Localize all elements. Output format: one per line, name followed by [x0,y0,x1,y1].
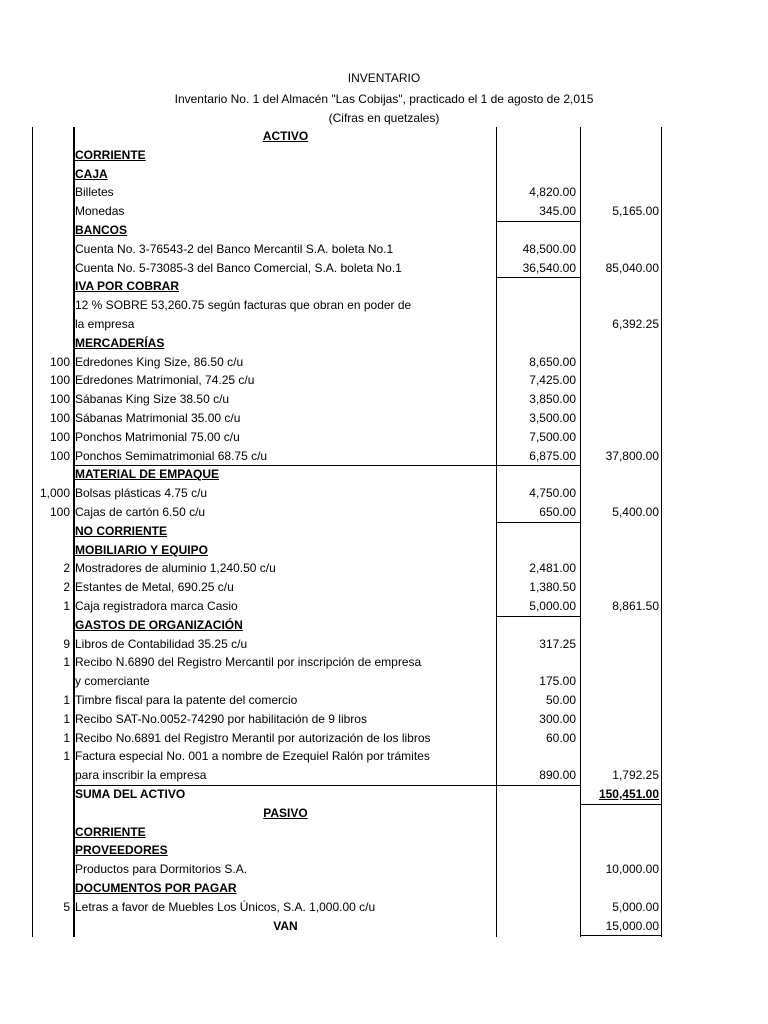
ledger-row [0,823,768,842]
ledger-row [0,653,768,672]
row-description: Cuenta No. 5-73085-3 del Banco Comercial, S.A. boleta No.1 [75,260,402,275]
row-partial-amount: 60.00 [545,730,576,745]
row-description: Caja registradora marca Casio [75,599,238,613]
row-quantity: 100 [49,373,70,388]
row-description: CORRIENTE [75,824,146,839]
row-description: Productos para Dormitorios S.A. [75,862,248,877]
currency-note: (Cifras en quetzales) [328,111,440,125]
row-description: VAN [273,918,298,933]
ledger-row [0,221,768,240]
row-partial-amount: 5,000.00 [529,599,576,613]
ledger-row [0,447,768,466]
row-partial-amount: 4,820.00 [529,185,576,200]
document-subtitle: Inventario No. 1 del Almacén "Las Cobijas", practicado el 1 de agosto de 2,015 [174,92,594,106]
row-description: para inscribir la empresa [75,768,207,783]
ledger-row [0,334,768,353]
ledger-row [0,804,768,823]
row-total-amount: 5,400.00 [612,505,659,519]
row-partial-amount: 4,750.00 [529,486,576,501]
row-description: NO CORRIENTE [75,523,168,538]
row-description: MATERIAL DE EMPAQUE [75,467,220,482]
row-description: Cuenta No. 3-76543-2 del Banco Mercantil S.A. boleta No.1 [75,241,394,256]
ledger-row [0,541,768,560]
row-quantity: 9 [63,636,70,651]
ledger-row [0,729,768,748]
ledger-row [0,165,768,184]
ledger-row [0,315,768,334]
row-partial-amount: 7,425.00 [529,373,576,388]
row-partial-amount: 1,380.50 [529,580,576,595]
row-total-amount: 10,000.00 [605,862,659,877]
ledger-row [0,428,768,447]
ledger-row [0,390,768,409]
row-description: CAJA [75,166,108,181]
document-title: INVENTARIO [347,71,421,85]
row-description: IVA POR COBRAR [75,279,180,294]
ledger-row [0,202,768,221]
row-description: Monedas [75,204,125,219]
row-partial-amount: 300.00 [539,711,576,726]
ledger-row [0,240,768,259]
total-underline [580,935,661,936]
ledger-row [0,616,768,635]
row-description: MERCADERÍAS [75,335,165,350]
row-quantity: 1 [63,730,70,745]
row-description: PASIVO [263,805,308,820]
row-description: Ponchos Semimatrimonial 68.75 c/u [75,448,268,463]
row-description: Sábanas King Size 38.50 c/u [75,392,230,407]
row-quantity: 1 [63,693,70,707]
ledger-row [0,898,768,917]
row-partial-amount: 48,500.00 [522,241,576,256]
row-partial-amount: 2,481.00 [529,561,576,576]
ledger-row [0,917,768,936]
row-total-amount: 15,000.00 [605,918,659,933]
row-quantity: 100 [49,505,70,519]
row-quantity: 100 [49,392,70,407]
ledger-row [0,522,768,541]
ledger-row [0,635,768,654]
ledger-row [0,672,768,691]
row-quantity: 1,000 [39,486,70,501]
row-partial-amount: 50.00 [545,693,576,707]
ledger-row [0,785,768,804]
ledger-row [0,409,768,428]
ledger-row [0,841,768,860]
ledger-row [0,503,768,522]
ledger-row [0,146,768,165]
row-description: Recibo No.6891 del Registro Merantil por autorización de los libros [75,730,431,745]
row-quantity: 1 [63,711,70,726]
row-quantity: 5 [63,899,70,914]
ledger-row [0,747,768,766]
row-description: Billetes [75,185,114,200]
ledger-row [0,879,768,898]
ledger-row [0,183,768,202]
ledger-row [0,710,768,729]
row-quantity: 100 [49,429,70,444]
ledger-row [0,766,768,785]
row-description: la empresa [75,317,135,331]
row-description: Factura especial No. 001 a nombre de Ezequiel Ralón por trámites [75,749,430,764]
row-description: 12 % SOBRE 53,260.75 según facturas que obran en poder de [75,298,412,313]
ledger-row [0,860,768,879]
row-quantity: 2 [63,580,70,595]
ledger-row [0,484,768,503]
row-total-amount: 85,040.00 [605,260,659,275]
row-description: Letras a favor de Muebles Los Únicos, S.A. 1,000.00 c/u [75,899,376,914]
row-partial-amount: 890.00 [539,768,576,783]
row-description: Sábanas Matrimonial 35.00 c/u [75,411,241,425]
row-total-amount: 1,792.25 [612,768,659,783]
ledger-row [0,371,768,390]
row-description: Ponchos Matrimonial 75.00 c/u [75,429,240,444]
ledger-row [0,465,768,484]
row-description: Edredones Matrimonial, 74.25 c/u [75,373,255,388]
ledger-row [0,296,768,315]
row-description: DOCUMENTOS POR PAGAR [75,881,237,895]
row-description: CORRIENTE [75,147,146,162]
row-total-amount: 8,861.50 [612,599,659,613]
ledger-row [0,277,768,296]
ledger-row [0,259,768,278]
row-partial-amount: 36,540.00 [522,260,576,275]
row-description: Mostradores de aluminio 1,240.50 c/u [75,561,276,576]
row-partial-amount: 650.00 [539,505,576,519]
row-partial-amount: 6,875.00 [529,448,576,463]
row-total-amount: 5,165.00 [612,204,659,219]
ledger-row [0,127,768,146]
row-description: Cajas de cartón 6.50 c/u [75,505,206,519]
row-description: MOBILIARIO Y EQUIPO [75,542,208,557]
row-partial-amount: 8,650.00 [529,354,576,369]
ledger-row [0,559,768,578]
row-quantity: 1 [63,599,70,613]
row-description: SUMA DEL ACTIVO [75,787,186,801]
row-quantity: 100 [49,354,70,369]
row-description: Edredones King Size, 86.50 c/u [75,354,244,369]
row-total-amount: 37,800.00 [605,448,659,463]
row-description: GASTOS DE ORGANIZACIÓN [75,617,243,632]
row-quantity: 100 [49,448,70,463]
row-description: Recibo SAT-No.0052-74290 por habilitación de 9 libros [75,711,367,726]
row-description: Timbre fiscal para la patente del comercio [75,693,298,707]
row-quantity: 1 [63,655,70,670]
row-description: Libros de Contabilidad 35.25 c/u [75,636,248,651]
row-quantity: 100 [49,411,70,425]
row-description: Estantes de Metal, 690.25 c/u [75,580,234,595]
row-total-amount: 5,000.00 [612,899,659,914]
ledger-row [0,597,768,616]
row-partial-amount: 7,500.00 [529,429,576,444]
row-total-amount: 150,451.00 [598,787,659,801]
row-quantity: 2 [63,561,70,576]
row-description: y comerciante [75,674,150,689]
row-description: Bolsas plásticas 4.75 c/u [75,486,208,501]
row-description: BANCOS [75,223,128,237]
ledger-row [0,353,768,372]
row-partial-amount: 175.00 [539,674,576,689]
row-partial-amount: 3,850.00 [529,392,576,407]
inventory-ledger [0,127,768,937]
row-partial-amount: 3,500.00 [529,411,576,425]
row-quantity: 1 [63,749,70,764]
row-partial-amount: 317.25 [539,636,576,651]
ledger-row [0,578,768,597]
ledger-row [0,691,768,710]
row-description: PROVEEDORES [75,843,168,858]
row-description: ACTIVO [262,129,309,143]
row-partial-amount: 345.00 [539,204,576,219]
row-total-amount: 6,392.25 [612,317,659,331]
row-description: Recibo N.6890 del Registro Mercantil por inscripción de empresa [75,655,422,670]
